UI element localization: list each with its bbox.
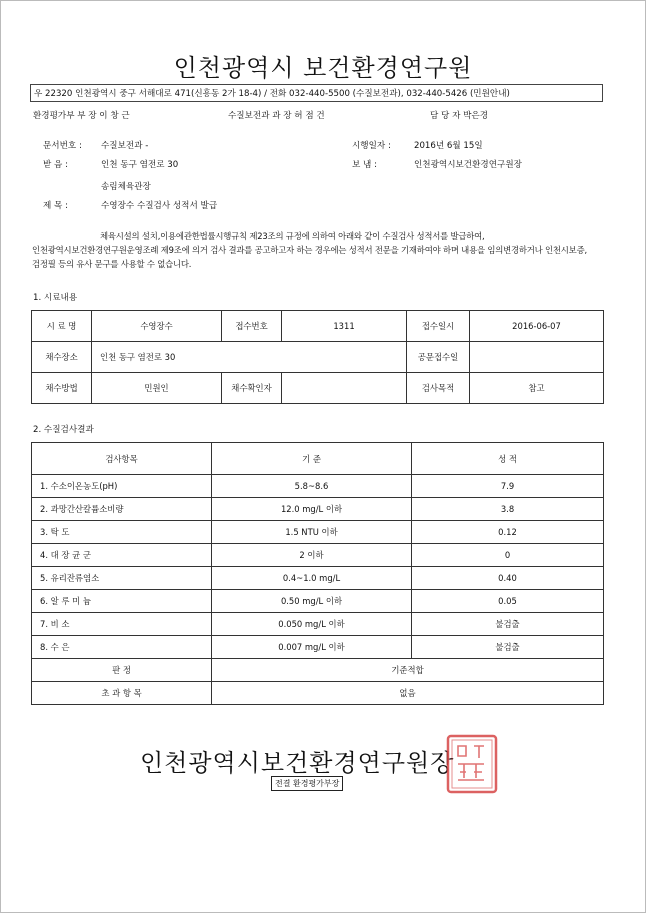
recipient-label: 받 음 :	[43, 160, 68, 170]
dept-head: 환경평가부 부 장 이 창 근	[33, 111, 130, 121]
official-seal-icon	[446, 734, 498, 794]
signature-delegation: 전결 환경평가부장	[271, 776, 343, 791]
table-row	[32, 567, 604, 590]
standard-cell: 2 이하	[212, 544, 412, 567]
table-row	[32, 342, 604, 373]
table-cell: 수영장수	[92, 311, 222, 342]
standard-cell: 0.007 mg/L 이하	[212, 636, 412, 659]
verdict-label: 판 정	[32, 659, 212, 682]
table-cell: 접수번호	[222, 311, 282, 342]
sample-info-table	[31, 310, 604, 404]
table-cell: 참고	[470, 373, 604, 404]
item-cell: 2. 과망간산칼륨소비량	[32, 498, 212, 521]
table-row	[32, 521, 604, 544]
result-cell: 7.9	[412, 475, 604, 498]
result-cell: 3.8	[412, 498, 604, 521]
date-label: 시행일자 :	[352, 141, 391, 151]
table-row	[32, 311, 604, 342]
subject: 수영장수 수질검사 성적서 발급	[101, 201, 218, 211]
table-cell: 2016-06-07	[470, 311, 604, 342]
exceed-label: 초 과 항 목	[32, 682, 212, 705]
item-cell: 4. 대 장 균 군	[32, 544, 212, 567]
standard-cell: 0.050 mg/L 이하	[212, 613, 412, 636]
item-cell: 8. 수 은	[32, 636, 212, 659]
exceed-row	[32, 682, 604, 705]
header-cell: 검사항목	[32, 443, 212, 475]
table-header-row	[32, 443, 604, 475]
sample-section-heading: 1. 시료내용	[33, 293, 78, 303]
table-cell: 채수방법	[32, 373, 92, 404]
item-cell: 6. 알 루 미 늄	[32, 590, 212, 613]
subject-label: 제 목 :	[43, 201, 68, 211]
item-cell: 1. 수소이온농도(pH)	[32, 475, 212, 498]
standard-cell: 12.0 mg/L 이하	[212, 498, 412, 521]
table-cell	[470, 342, 604, 373]
standard-cell: 0.50 mg/L 이하	[212, 590, 412, 613]
date: 2016년 6월 15일	[414, 141, 483, 151]
standard-cell: 5.8~8.6	[212, 475, 412, 498]
officer: 담 당 자 박은경	[430, 111, 489, 121]
sender: 인천광역시보건환경연구원장	[414, 160, 522, 170]
table-cell: 시 료 명	[32, 311, 92, 342]
standard-cell: 1.5 NTU 이하	[212, 521, 412, 544]
notice-paragraph: 체육시설의 설치,이용에관한법률시행규칙 제23조의 규정에 의하여 아래와 같이 수질검사 성적서를 발급하여, 인천광역시보건환경연구원운영조례 제9조에 의거 검사 결과를 공고하고자 하는 경우에는 성적서 전문을 기재하여야 하며 내용을 임의변경하거나 인천시보증, 검정필 등의 유사 문구를 사용할 수 없습니다.	[32, 231, 587, 269]
address-bar: 우 22320 인천광역시 중구 서해대로 471(신흥동 2가 18-4) / 전화 032-440-5500 (수질보전과), 032-440-5426 (민원안내)	[30, 84, 603, 102]
table-row	[32, 636, 604, 659]
page-title: 인천광역시 보건환경연구원	[173, 54, 473, 82]
table-cell: 접수일시	[407, 311, 470, 342]
table-row	[32, 373, 604, 404]
table-row	[32, 590, 604, 613]
table-cell: 1311	[282, 311, 407, 342]
table-cell: 검사목적	[407, 373, 470, 404]
verdict-value: 기준적합	[212, 659, 604, 682]
recipient-line1: 인천 동구 염전로 30	[101, 160, 179, 170]
result-cell: 0.05	[412, 590, 604, 613]
result-cell: 0	[412, 544, 604, 567]
section-head: 수질보전과 과 장 허 점 건	[228, 111, 325, 121]
table-row	[32, 498, 604, 521]
item-cell: 7. 비 소	[32, 613, 212, 636]
table-cell	[282, 373, 407, 404]
doc-no: 수질보전과 -	[101, 141, 149, 151]
table-row	[32, 613, 604, 636]
table-cell: 채수장소	[32, 342, 92, 373]
table-cell: 민원인	[92, 373, 222, 404]
item-cell: 5. 유리잔류염소	[32, 567, 212, 590]
signature-title: 인천광역시보건환경연구원장	[140, 749, 455, 777]
table-row	[32, 475, 604, 498]
table-cell: 공문접수일	[407, 342, 470, 373]
results-table	[31, 442, 604, 705]
verdict-row	[32, 659, 604, 682]
table-row	[32, 544, 604, 567]
standard-cell: 0.4~1.0 mg/L	[212, 567, 412, 590]
exceed-value: 없음	[212, 682, 604, 705]
doc-no-label: 문서번호 :	[43, 141, 82, 151]
sender-label: 보 냄 :	[352, 160, 377, 170]
result-cell: 0.40	[412, 567, 604, 590]
table-cell: 인천 동구 염전로 30	[92, 342, 407, 373]
table-cell: 채수확인자	[222, 373, 282, 404]
item-cell: 3. 탁 도	[32, 521, 212, 544]
header-cell: 성 적	[412, 443, 604, 475]
recipient-line2: 송림체육관장	[101, 182, 151, 192]
results-section-heading: 2. 수질검사결과	[33, 425, 94, 435]
result-cell: 불검출	[412, 613, 604, 636]
header-cell: 기 준	[212, 443, 412, 475]
result-cell: 불검출	[412, 636, 604, 659]
result-cell: 0.12	[412, 521, 604, 544]
